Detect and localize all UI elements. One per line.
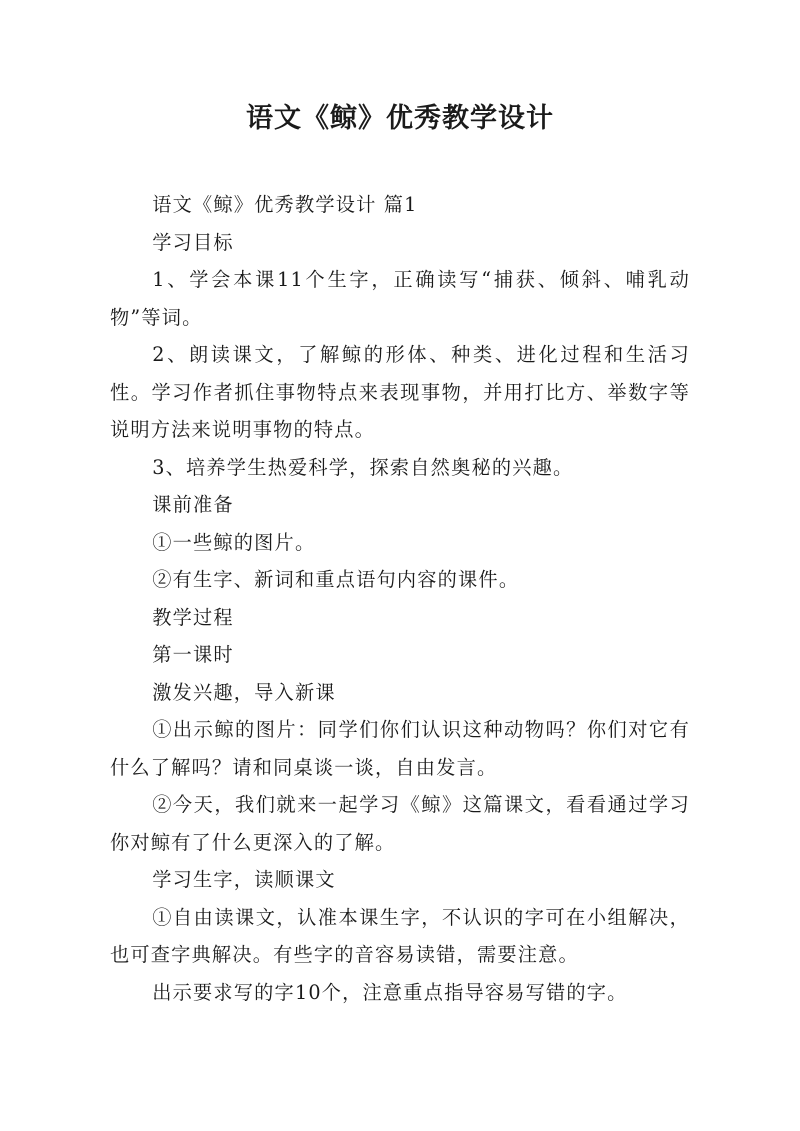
- document-title: 语文《鲸》优秀教学设计: [246, 103, 554, 134]
- paragraph: ①出示鲸的图片：同学们你们认识这种动物吗？你们对它有什么了解吗？请和同桌谈一谈，自由发言。: [110, 718, 690, 779]
- subheading-first-lesson: 第一课时: [152, 643, 234, 666]
- paragraph: ①一些鲸的图片。: [152, 530, 316, 554]
- subheading-process: 教学过程: [152, 605, 234, 629]
- subheading-introduction: 激发兴趣，导入新课: [152, 680, 336, 704]
- document-body: [110, 186, 690, 1011]
- section-heading: 语文《鲸》优秀教学设计 篇1: [152, 193, 418, 216]
- paragraph: 2、朗读课文，了解鲸的形体、种类、进化过程和生活习性。学习作者抓住事物特点来表现事物，并用打比方、举数字等说明方法来说明事物的特点。: [110, 343, 690, 441]
- subheading-preparation: 课前准备: [152, 493, 234, 516]
- paragraph: 出示要求写的字10个，注意重点指导容易写错的字。: [152, 980, 628, 1004]
- paragraph: ②今天，我们就来一起学习《鲸》这篇课文，看看通过学习你对鲸有了什么更深入的了解。: [110, 793, 690, 854]
- paragraph: ②有生字、新词和重点语句内容的课件。: [152, 568, 520, 591]
- subheading-characters: 学习生字，读顺课文: [152, 868, 336, 891]
- subheading-learning-goals: 学习目标: [152, 230, 234, 254]
- paragraph: ①自由读课文，认准本课生字，不认识的字可在小组解决，也可查字典解决。有些字的音容易读错，需要注意。: [110, 905, 690, 966]
- paragraph: 3、培养学生热爱科学，探索自然奥秘的兴趣。: [152, 455, 574, 479]
- paragraph: 1、学会本课11个生字，正确读写“捕获、倾斜、哺乳动物”等词。: [110, 268, 690, 329]
